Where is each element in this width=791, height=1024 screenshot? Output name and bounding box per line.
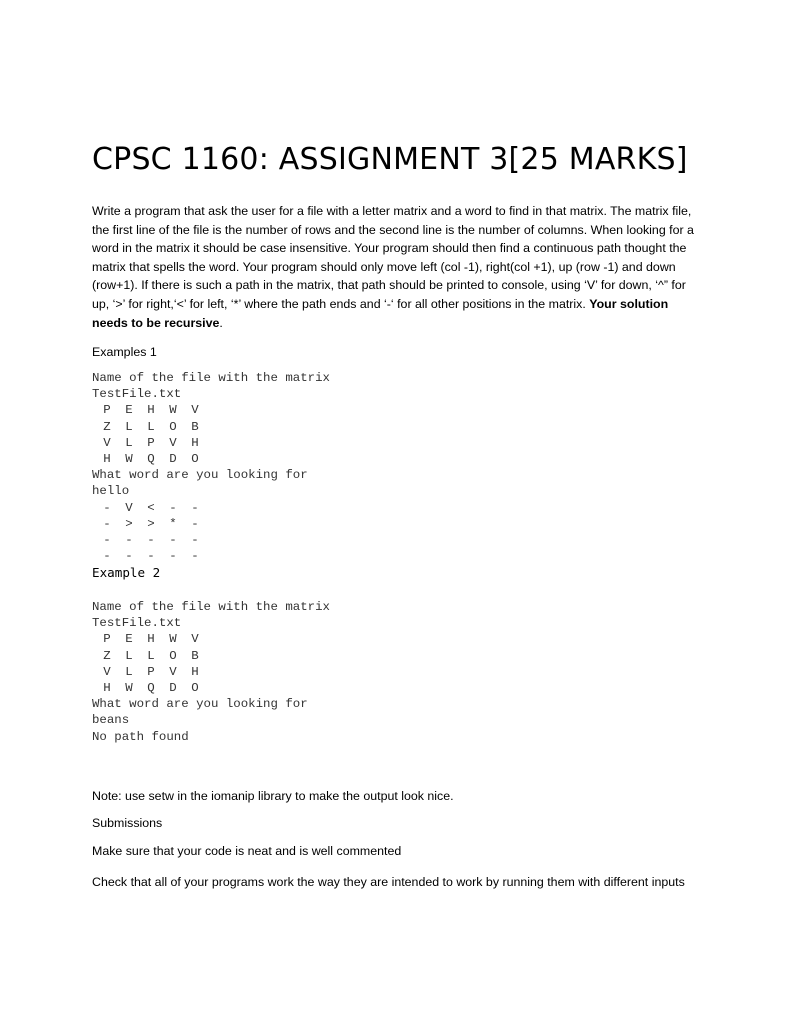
matrix-cell: W	[169, 632, 177, 647]
example-2-letter-matrix	[92, 631, 330, 696]
example-1-word-prompt: What word are you looking for	[92, 468, 308, 483]
submission-item: Check that all of your programs work the way they are intended to work by running them with different inputs	[92, 875, 685, 889]
example-2-console	[92, 599, 330, 745]
matrix-cell: Q	[147, 451, 155, 466]
matrix-cell: -	[191, 500, 199, 515]
matrix-cell: V	[125, 500, 133, 515]
matrix-cell: <	[147, 500, 155, 515]
matrix-row	[92, 631, 330, 647]
matrix-cell: >	[125, 516, 133, 531]
matrix-cell: -	[169, 500, 177, 515]
matrix-cell: O	[191, 451, 199, 466]
matrix-cell: -	[103, 516, 111, 531]
example-1-filename: TestFile.txt	[92, 387, 182, 402]
matrix-cell: Z	[103, 419, 111, 434]
example-1-path-output	[92, 500, 330, 565]
matrix-row	[92, 680, 330, 696]
description-end: .	[219, 315, 223, 330]
matrix-cell: -	[169, 549, 177, 564]
matrix-row	[92, 648, 330, 664]
matrix-cell: Z	[103, 648, 111, 663]
matrix-row	[92, 402, 330, 418]
matrix-cell: V	[191, 403, 199, 418]
matrix-cell: V	[191, 632, 199, 647]
matrix-cell: -	[147, 532, 155, 547]
submission-item: Make sure that your code is neat and is well commented	[92, 844, 402, 858]
matrix-cell: -	[147, 549, 155, 564]
matrix-cell: >	[147, 516, 155, 531]
matrix-cell: E	[125, 632, 133, 647]
matrix-cell: D	[169, 451, 177, 466]
example-2-filename: TestFile.txt	[92, 616, 182, 631]
matrix-cell: L	[125, 648, 133, 663]
example-1-console	[92, 370, 330, 564]
matrix-cell: -	[191, 516, 199, 531]
example-2-result: No path found	[92, 729, 189, 744]
matrix-cell: O	[191, 680, 199, 695]
matrix-cell: B	[191, 648, 199, 663]
matrix-cell: H	[103, 451, 111, 466]
page-title: CPSC 1160: ASSIGNMENT 3[25 MARKS]	[92, 142, 688, 177]
matrix-cell: H	[147, 632, 155, 647]
example-2-word-prompt: What word are you looking for	[92, 697, 308, 712]
matrix-cell: W	[125, 451, 133, 466]
matrix-cell: H	[103, 680, 111, 695]
matrix-cell: P	[147, 664, 155, 679]
matrix-cell: D	[169, 680, 177, 695]
submissions-heading: Submissions	[92, 816, 163, 830]
matrix-cell: -	[103, 549, 111, 564]
matrix-cell: -	[125, 549, 133, 564]
matrix-cell: H	[191, 435, 199, 450]
matrix-cell: P	[103, 403, 111, 418]
matrix-row	[92, 419, 330, 435]
matrix-cell: Q	[147, 680, 155, 695]
example-2-word: beans	[92, 713, 130, 728]
matrix-cell: P	[103, 632, 111, 647]
matrix-cell: -	[125, 532, 133, 547]
assignment-description	[92, 202, 702, 332]
matrix-cell: E	[125, 403, 133, 418]
matrix-cell: L	[125, 419, 133, 434]
path-row	[92, 548, 330, 564]
matrix-cell: B	[191, 419, 199, 434]
matrix-cell: -	[191, 532, 199, 547]
description-text: Write a program that ask the user for a file with a letter matrix and a word to find in that matrix. The matrix file, the first line of the file is the number of rows and the second line is the number of columns. When looking for a word in the matrix it should be case insensitive. Your program should then find a continuous path thought the matrix that spells the word. Your program should only move left (col -1), right(col +1), up (row -1) and down (row+1). If there is such a path in the matrix, that path should be printed to console, using ‘V’ for down, ‘^” for up, ‘>’ for right,‘<’ for left, ‘*’ where the path ends and ‘-‘ for all other positions in the matrix.	[92, 204, 694, 311]
matrix-row	[92, 435, 330, 451]
matrix-row	[92, 664, 330, 680]
example-1-heading: Examples 1	[92, 345, 157, 359]
setw-note: Note: use setw in the iomanip library to make the output look nice.	[92, 789, 454, 803]
matrix-cell: L	[147, 648, 155, 663]
matrix-cell: P	[147, 435, 155, 450]
description-bold-requirement: Your solution needs to be recursive	[92, 296, 669, 330]
matrix-cell: -	[103, 500, 111, 515]
example-1-file-prompt: Name of the file with the matrix	[92, 371, 330, 385]
matrix-cell: L	[147, 419, 155, 434]
path-row	[92, 500, 330, 516]
matrix-cell: L	[125, 435, 133, 450]
path-row	[92, 532, 330, 548]
matrix-cell: H	[191, 664, 199, 679]
matrix-cell: V	[169, 435, 177, 450]
matrix-cell: V	[169, 664, 177, 679]
matrix-cell: -	[191, 549, 199, 564]
example-2-heading: Example 2	[92, 565, 161, 580]
matrix-cell: O	[169, 419, 177, 434]
matrix-cell: -	[169, 532, 177, 547]
example-1-letter-matrix	[92, 402, 330, 467]
matrix-cell: V	[103, 664, 111, 679]
matrix-cell: O	[169, 648, 177, 663]
matrix-row	[92, 451, 330, 467]
matrix-cell: W	[125, 680, 133, 695]
example-2-file-prompt: Name of the file with the matrix	[92, 600, 330, 614]
matrix-cell: *	[169, 516, 177, 531]
matrix-cell: W	[169, 403, 177, 418]
matrix-cell: -	[103, 532, 111, 547]
matrix-cell: V	[103, 435, 111, 450]
example-1-word: hello	[92, 484, 130, 499]
matrix-cell: H	[147, 403, 155, 418]
path-row	[92, 516, 330, 532]
matrix-cell: L	[125, 664, 133, 679]
